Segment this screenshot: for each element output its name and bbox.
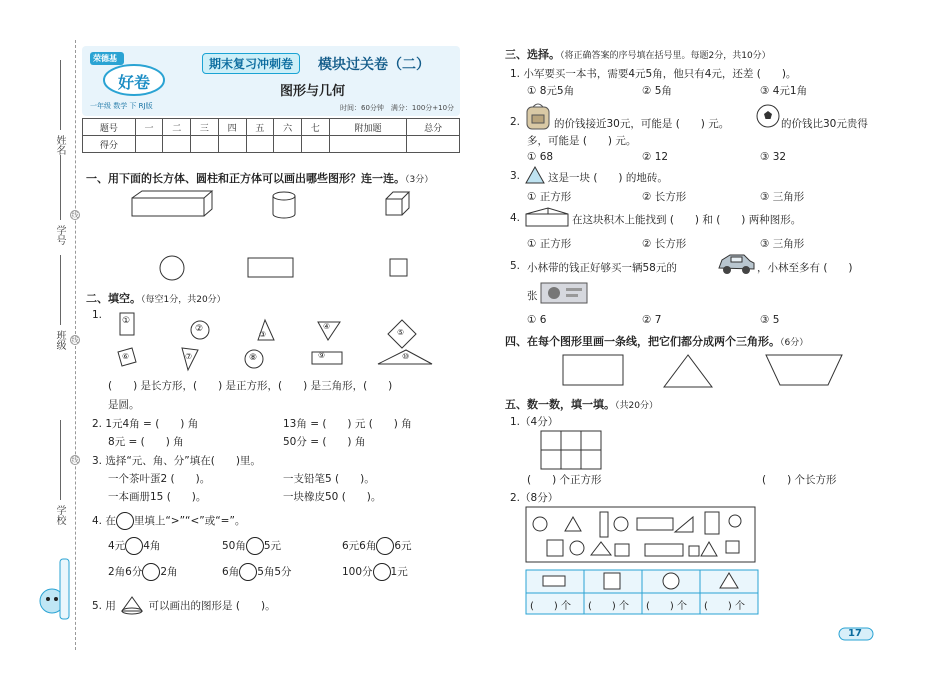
compare-blank[interactable] xyxy=(142,563,160,581)
numbered-shapes xyxy=(110,312,450,374)
question-4: 4. 在 里填上“>”“<”或“=”。 xyxy=(92,512,245,530)
shape-label: ⑩ xyxy=(402,352,410,361)
shape-label: ② xyxy=(195,324,204,334)
score-table xyxy=(82,118,460,153)
choice-question-2a: 的价钱接近30元，可能是 ( ) 元。 xyxy=(554,118,730,130)
question-1-line-2: 是圆。 xyxy=(108,399,140,411)
page-number: 17 xyxy=(848,628,862,639)
choice-option: ① 68 xyxy=(527,151,554,163)
toy-car-icon xyxy=(716,250,756,276)
score-row-label: 得分 xyxy=(83,136,136,153)
compare-blank[interactable] xyxy=(373,563,391,581)
shape-label: ⑧ xyxy=(249,353,258,363)
student-id-label: 学号 xyxy=(54,225,65,245)
question-2a: 2. 1元4角 = ( ) 角 xyxy=(92,418,199,430)
choice-question-2c: 多，可能是 ( ) 元。 xyxy=(527,135,637,147)
count-cell[interactable]: ( ) 个 xyxy=(588,601,629,612)
class-label: 班级 xyxy=(54,330,65,350)
score-header-cell: 七 xyxy=(301,119,329,136)
shape-label: ⑥ xyxy=(122,352,130,361)
count-cell[interactable]: ( ) 个 xyxy=(646,601,687,612)
cylinder-icon xyxy=(273,192,295,218)
score-header-cell: 题号 xyxy=(83,119,136,136)
module-title: 模块过关卷（二） xyxy=(318,57,430,73)
choice-option: ③ 5 xyxy=(760,314,780,326)
score-header-cell: 三 xyxy=(191,119,219,136)
compare-item: 4元 4角 xyxy=(108,537,160,555)
choice-option: ② 长方形 xyxy=(642,238,687,250)
choice-question-4-number: 4. xyxy=(510,212,521,224)
prism-block-icon xyxy=(524,206,570,228)
choice-question-5-number: 5. xyxy=(510,260,521,272)
shape-label: ⑨ xyxy=(318,351,326,360)
choice-question-4: 在这块积木上能找到 ( ) 和 ( ) 两种图形。 xyxy=(572,214,802,226)
compare-item: 100分 1元 xyxy=(342,563,408,581)
seal-mark: 线 xyxy=(71,456,79,464)
compare-item: 6元6角 6元 xyxy=(342,537,412,555)
count-rectangles: ( ) 个长方形 xyxy=(762,474,837,486)
rectangle-icon xyxy=(248,258,293,277)
question-2b: 13角 = ( ) 元 ( ) 角 xyxy=(283,418,412,430)
choice-option: ③ 32 xyxy=(760,151,787,163)
score-cell[interactable] xyxy=(191,136,219,153)
backpack-icon xyxy=(524,101,552,131)
score-header-cell: 四 xyxy=(218,119,246,136)
choice-option: ③ 4元1角 xyxy=(760,85,808,97)
shape-label: ⑤ xyxy=(397,328,405,337)
triangle-tile-icon xyxy=(524,165,546,185)
choice-option: ② 7 xyxy=(642,314,662,326)
score-cell[interactable] xyxy=(407,136,460,153)
circle-icon xyxy=(663,573,679,589)
choice-question-2b: 的价钱比30元贵得 xyxy=(781,118,868,130)
count-squares: ( ) 个正方形 xyxy=(527,474,602,486)
exam-type-pill: 期末复习冲刺卷 xyxy=(202,53,300,74)
square-icon xyxy=(390,259,407,276)
score-cell[interactable] xyxy=(218,136,246,153)
square-icon xyxy=(604,573,620,589)
score-header-cell: 五 xyxy=(246,119,274,136)
score-cell[interactable] xyxy=(329,136,407,153)
choice-question-5b: ，小林至多有 ( ) xyxy=(757,262,853,274)
student-id-line xyxy=(60,155,61,220)
compare-item: 6角 5角5分 xyxy=(222,563,292,581)
score-cell[interactable] xyxy=(135,136,163,153)
divide-triangle[interactable] xyxy=(664,355,712,387)
question-5: 5. 用 可以画出的图形是 ( )。 xyxy=(92,596,276,616)
section-2-title: 二、填空。（每空1分，共20分） xyxy=(86,292,226,305)
compare-blank[interactable] xyxy=(376,537,394,555)
section-3-title: 三、选择。（将正确答案的序号填在括号里。每题2分，共10分） xyxy=(505,48,771,61)
soccer-ball-icon xyxy=(756,104,780,128)
banknote-icon xyxy=(540,281,588,305)
cube-icon xyxy=(386,192,409,215)
choice-question-2-number: 2. xyxy=(510,116,521,128)
question-3a: 一个茶叶蛋2 ( )。 xyxy=(108,473,211,485)
question-3c: 一本画册15 ( )。 xyxy=(108,491,207,503)
choice-option: ① 正方形 xyxy=(527,191,572,203)
name-line xyxy=(60,60,61,130)
choice-question-3-number: 3. xyxy=(510,170,521,182)
rectangle-icon xyxy=(543,576,565,586)
score-cell[interactable] xyxy=(163,136,191,153)
choice-option: ① 8元5角 xyxy=(527,85,575,97)
section-4-shapes xyxy=(560,352,850,392)
cone-icon xyxy=(119,596,145,616)
mixed-shapes-figure xyxy=(525,506,757,564)
question-1-line-1: ( ) 是长方形，( ) 是正方形，( ) 是三角形，( ) xyxy=(108,380,393,392)
score-header-cell: 二 xyxy=(163,119,191,136)
choice-question-1: 1. 小军要买一本书，需要4元5角，他只有4元，还差 ( )。 xyxy=(510,68,797,80)
section-4-title: 四、在每个图形里画一条线，把它们都分成两个三角形。（6分） xyxy=(505,335,809,348)
time-score-meta: 时间：60分钟 满分：100分+10分 xyxy=(340,104,455,112)
choice-option: ② 5角 xyxy=(642,85,672,97)
choice-option: ① 6 xyxy=(527,314,547,326)
shape-label: ④ xyxy=(323,322,331,331)
compare-circle-icon xyxy=(116,512,134,530)
count-cell[interactable]: ( ) 个 xyxy=(704,601,745,612)
grade-label: 一年级 数学 下 RJ版 xyxy=(90,102,153,110)
compare-blank[interactable] xyxy=(239,563,257,581)
choice-option: ③ 三角形 xyxy=(760,191,805,203)
question-2c: 8元 = ( ) 角 xyxy=(108,436,184,448)
compare-item: 2角6分 2角 xyxy=(108,563,178,581)
count-cell[interactable]: ( ) 个 xyxy=(530,601,571,612)
score-header-cell: 一 xyxy=(135,119,163,136)
score-header-cell: 总分 xyxy=(407,119,460,136)
name-label: 姓名 xyxy=(54,135,65,155)
shape-9-rectangle-icon xyxy=(312,352,342,364)
score-cell[interactable] xyxy=(246,136,274,153)
question-2d: 50分 = ( ) 角 xyxy=(283,436,366,448)
seal-mark: 线 xyxy=(71,336,79,344)
seal-mark: 线 xyxy=(71,211,79,219)
compare-blank[interactable] xyxy=(125,537,143,555)
choice-question-5c: 张 xyxy=(527,290,538,302)
count-question-1: 1.（4分） xyxy=(510,416,559,428)
shape-label: ① xyxy=(122,316,131,326)
cuboid-icon xyxy=(132,191,212,216)
circle-icon xyxy=(160,256,184,280)
shape-label: ③ xyxy=(259,330,267,339)
score-cell[interactable] xyxy=(301,136,329,153)
question-1-number: 1. xyxy=(92,309,103,321)
choice-option: ① 正方形 xyxy=(527,238,572,250)
score-header-cell: 附加题 xyxy=(329,119,407,136)
grid-figure xyxy=(540,430,602,470)
shape-label: ⑦ xyxy=(185,352,193,361)
question-3d: 一块橡皮50 ( )。 xyxy=(283,491,382,503)
mascot-icon xyxy=(38,555,70,625)
count-question-2: 2.（8分） xyxy=(510,492,559,504)
section-1-figures xyxy=(128,190,428,285)
seal-line xyxy=(75,40,76,650)
compare-item: 50角 5元 xyxy=(222,537,281,555)
score-cell[interactable] xyxy=(274,136,302,153)
page-title: 图形与几何 xyxy=(280,84,346,99)
score-header-cell: 六 xyxy=(274,119,302,136)
brand-top: 荣德基 xyxy=(93,54,117,63)
choice-option: ③ 三角形 xyxy=(760,238,805,250)
question-3b: 一支铅笔5 ( )。 xyxy=(283,473,375,485)
choice-option: ② 12 xyxy=(642,151,669,163)
choice-question-5a: 小林带的钱正好够买一辆58元的 xyxy=(527,262,677,274)
school-line xyxy=(60,420,61,500)
choice-question-3: 这是一块 ( ) 的地砖。 xyxy=(548,172,668,184)
section-5-title: 五、数一数，填一填。（共20分） xyxy=(505,398,658,411)
choice-option: ② 长方形 xyxy=(642,191,687,203)
school-label: 学校 xyxy=(54,505,65,525)
brand-main: 好卷 xyxy=(118,73,151,92)
compare-blank[interactable] xyxy=(246,537,264,555)
divide-trapezoid[interactable] xyxy=(766,355,842,385)
section-1-title: 一、用下面的长方体、圆柱和正方体可以画出哪些图形？连一连。（3分） xyxy=(86,172,434,185)
class-line xyxy=(60,255,61,325)
question-3: 3. 选择“元、角、分”填在( )里。 xyxy=(92,455,261,467)
divide-rectangle[interactable] xyxy=(563,355,623,385)
